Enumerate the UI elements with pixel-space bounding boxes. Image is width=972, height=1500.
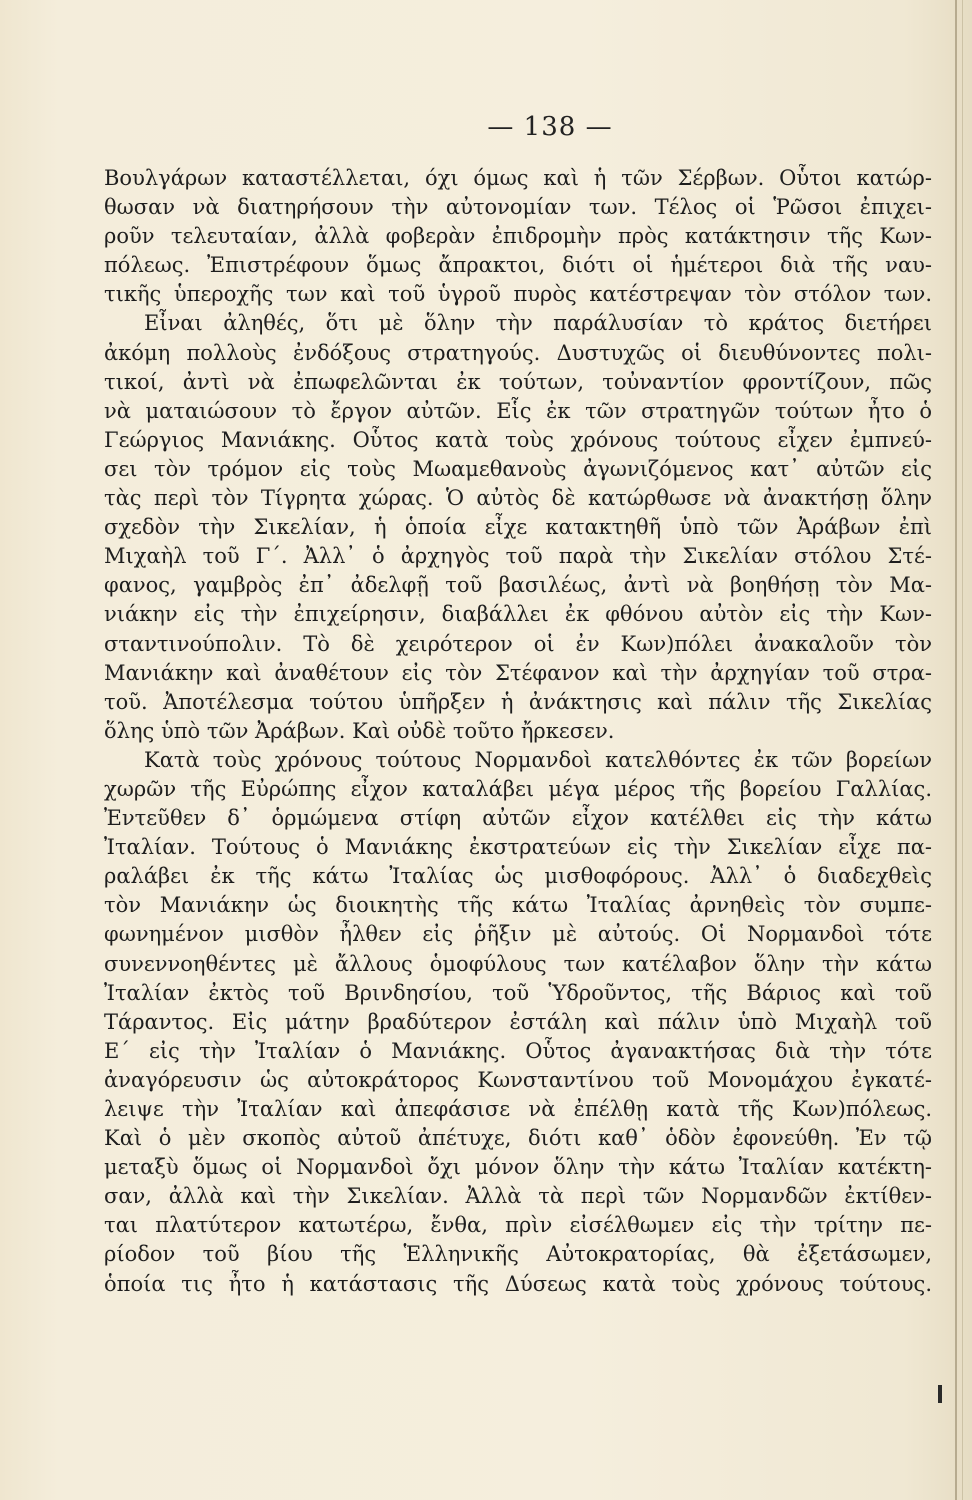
text-line: τὸν Μανιάκην ὡς διοικητὴς τῆς κάτω Ἰταλίας ἀρνηθεὶς τὸν συμπε-	[104, 893, 932, 918]
text-line: πόλεως. Ἐπιστρέφουν ὅμως ἄπρακτοι, διότι οἱ ἡμέτεροι διὰ τῆς ναυ-	[104, 253, 932, 278]
text-line: τὰς περὶ τὸν Τίγρητα χώρας. Ὁ αὐτὸς δὲ κατώρθωσε νὰ ἀνακτήσῃ ὅλην	[104, 486, 932, 511]
text-line: Ἰταλίαν. Τούτους ὁ Μανιάκης ἐκστρατεύων εἰς τὴν Σικελίαν εἶχε πα-	[104, 835, 932, 860]
text-line: συνεννοηθέντες μὲ ἄλλους ὁμοφύλους των κατέλαβον ὅλην τὴν κάτω	[104, 951, 932, 976]
text-line: Μανιάκην καὶ ἀναθέτουν εἰς τὸν Στέφανον καὶ τὴν ἀρχηγίαν τοῦ στρα-	[104, 660, 932, 685]
text-line: Ἰταλίαν ἐκτὸς τοῦ Βρινδησίου, τοῦ Ὑδροῦντος, τῆς Βάριος καὶ τοῦ	[104, 980, 932, 1005]
text-line: τικῆς ὑπεροχῆς των καὶ τοῦ ὑγροῦ πυρὸς κατέστρεψαν τὸν στόλον των.	[104, 282, 932, 307]
text-line: σταντινούπολιν. Τὸ δὲ χειρότερον οἱ ἐν Κων)πόλει ἀνακαλοῦν τὸν	[104, 631, 932, 656]
text-line: ἀκόμη πολλοὺς ἐνδόξους στρατηγούς. Δυστυχῶς οἱ διευθύνοντες πολι-	[104, 340, 932, 365]
binding-mark	[938, 1385, 942, 1403]
text-line: ὅλης ὑπὸ τῶν Ἀράβων. Καὶ οὐδὲ τοῦτο ἤρκεσεν.	[104, 718, 615, 743]
text-line: Καὶ ὁ μὲν σκοπὸς αὐτοῦ ἀπέτυχε, διότι καθ᾽ ὁδὸν ἐφονεύθη. Ἐν τῷ	[104, 1126, 932, 1151]
page-edge-line-outer	[962, 0, 963, 1500]
text-line: Ε΄ εἰς τὴν Ἰταλίαν ὁ Μανιάκης. Οὗτος ἀγανακτήσας διὰ τὴν τότε	[104, 1038, 932, 1063]
text-line: Εἶναι ἀληθές, ὅτι μὲ ὅλην τὴν παράλυσίαν τὸ κράτος διετήρει	[144, 311, 932, 336]
text-line: τοῦ. Ἀποτέλεσμα τούτου ὑπῆρξεν ἡ ἀνάκτησις καὶ πάλιν τῆς Σικελίας	[104, 689, 932, 714]
text-line: ρίοδον τοῦ βίου τῆς Ἑλληνικῆς Αὐτοκρατορίας, θὰ ἐξετάσωμεν,	[104, 1242, 932, 1267]
body-text	[104, 164, 932, 1299]
text-line: Κατὰ τοὺς χρόνους τούτους Νορμανδοὶ κατελθόντες ἐκ τῶν βορείων	[144, 747, 932, 772]
text-line: ἀναγόρευσιν ὡς αὐτοκράτορος Κωνσταντίνου τοῦ Μονομάχου ἐγκατέ-	[104, 1067, 932, 1092]
text-line: φωνημένον μισθὸν ἦλθεν εἰς ῥῆξιν μὲ αὐτούς. Οἱ Νορμανδοὶ τότε	[104, 922, 932, 947]
text-line: ροῦν τελευταίαν, ἀλλὰ φοβερὰν ἐπιδρομὴν πρὸς κατάκτησιν τῆς Κων-	[104, 224, 932, 249]
page-edge-line	[955, 0, 957, 1500]
text-line: χωρῶν τῆς Εὐρώπης εἶχον καταλάβει μέγα μέρος τῆς βορείου Γαλλίας.	[104, 776, 932, 801]
text-line: θωσαν νὰ διατηρήσουν τὴν αὐτονομίαν των. Τέλος οἱ Ῥῶσοι ἐπιχει-	[104, 195, 932, 220]
text-line: Βουλγάρων καταστέλλεται, όχι όμως καὶ ἡ τῶν Σέρβων. Οὗτοι κατώρ-	[104, 166, 932, 190]
text-line: σει τὸν τρόμον εἰς τοὺς Μωαμεθανοὺς ἀγωνιζόμενος κατ᾽ αὐτῶν εἰς	[104, 456, 932, 481]
text-line: ται πλατύτερον κατωτέρω, ἔνθα, πρὶν εἰσέλθωμεν εἰς τὴν τρίτην πε-	[104, 1213, 932, 1238]
text-line: Τάραντος. Εἰς μάτην βραδύτερον ἐστάλη καὶ πάλιν ὑπὸ Μιχαὴλ τοῦ	[104, 1009, 932, 1034]
text-line: τικοί, ἀντὶ νὰ ἐπωφελῶνται ἐκ τούτων, τοὐναντίον φροντίζουν, πῶς	[104, 369, 932, 394]
text-line: μεταξὺ ὅμως οἱ Νορμανδοὶ ὄχι μόνον ὅλην τὴν κάτω Ἰταλίαν κατέκτη-	[104, 1155, 932, 1180]
text-line: λειψε τὴν Ἰταλίαν καὶ ἀπεφάσισε νὰ ἐπέλθῃ κατὰ τῆς Κων)πόλεως.	[104, 1097, 932, 1121]
text-line: ραλάβει ἐκ τῆς κάτω Ἰταλίας ὡς μισθοφόρους. Ἀλλ᾽ ὁ διαδεχθεὶς	[104, 864, 932, 889]
text-line: νὰ ματαιώσουν τὸ ἔργον αὐτῶν. Εἷς ἐκ τῶν στρατηγῶν τούτων ἦτο ὁ	[104, 398, 932, 423]
text-line: σχεδὸν τὴν Σικελίαν, ἡ ὁποία εἶχε κατακτηθῆ ὑπὸ τῶν Ἀράβων ἐπὶ	[104, 515, 932, 540]
text-line: φανος, γαμβρὸς ἐπ᾽ ἀδελφῇ τοῦ βασιλέως, ἀντὶ νὰ βοηθήσῃ τὸν Μα-	[104, 573, 932, 598]
text-line: σαν, ἀλλὰ καὶ τὴν Σικελίαν. Ἀλλὰ τὰ περὶ τῶν Νορμανδῶν ἐκτίθεν-	[104, 1184, 932, 1209]
text-line: Γεώργιος Μανιάκης. Οὗτος κατὰ τοὺς χρόνους τούτους εἶχεν ἐμπνεύ-	[104, 427, 932, 452]
text-line: Μιχαὴλ τοῦ Γ΄. Ἀλλ᾽ ὁ ἀρχηγὸς τοῦ παρὰ τὴν Σικελίαν στόλου Στέ-	[104, 544, 932, 569]
text-line: ὁποία τις ἦτο ἡ κατάστασις τῆς Δύσεως κατὰ τοὺς χρόνους τούτους.	[104, 1271, 932, 1296]
page-number: — 138 —	[487, 112, 613, 142]
text-line: Ἐντεῦθεν δ᾽ ὁρμώμενα στίφη αὐτῶν εἶχον κατέλθει εἰς τὴν κάτω	[104, 806, 932, 831]
text-line: νιάκην εἰς τὴν ἐπιχείρησιν, διαβάλλει ἐκ φθόνου αὐτὸν εἰς τὴν Κων-	[104, 602, 932, 627]
